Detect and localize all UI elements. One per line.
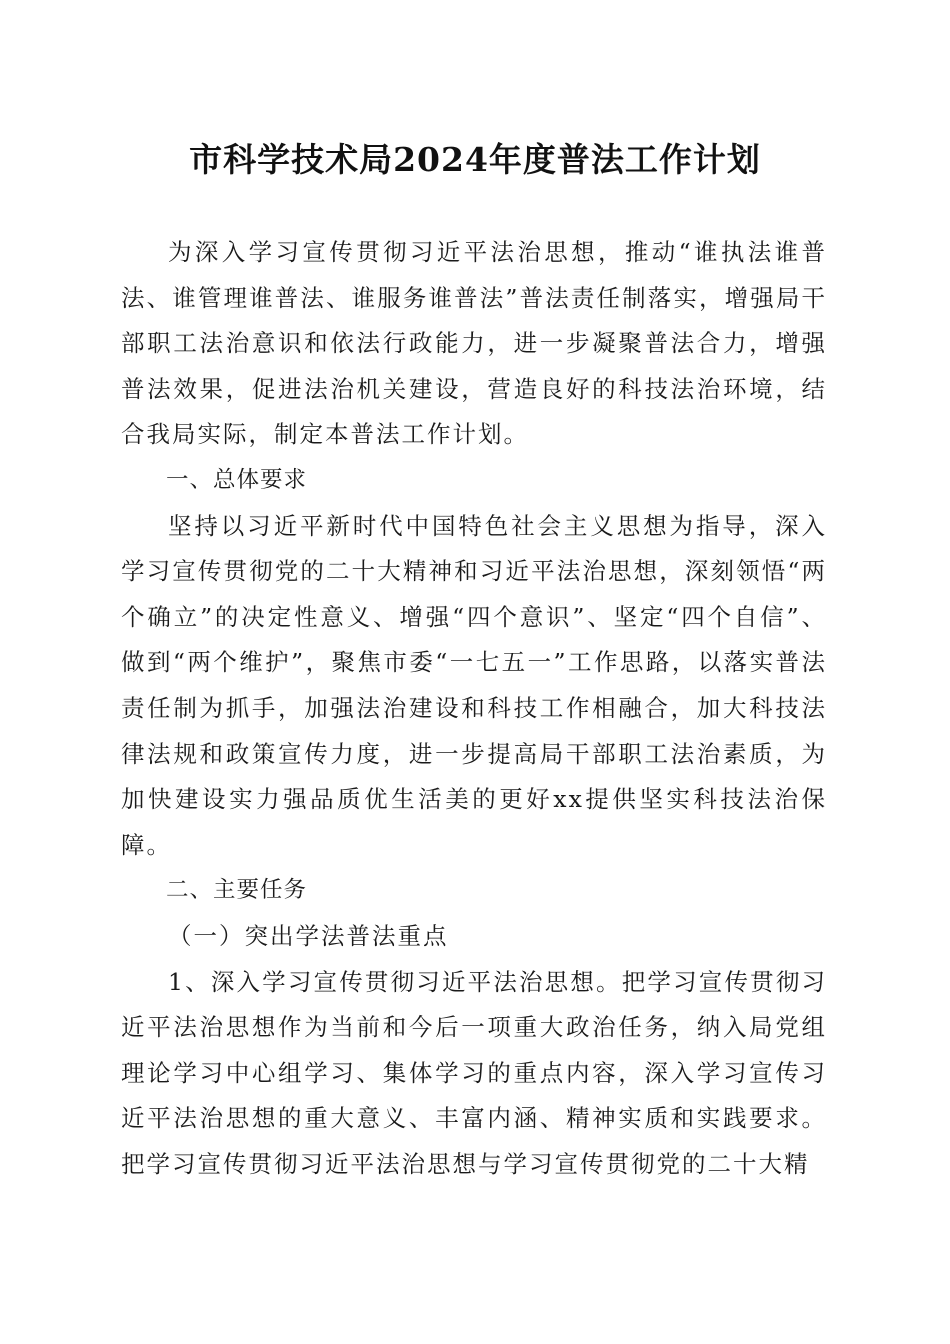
document-body	[121, 230, 827, 1187]
section-heading-general-requirements: 一、总体要求	[166, 466, 308, 493]
section-heading-main-tasks: 二、主要任务	[166, 877, 308, 904]
document-title: 市科学技术局2024年度普法工作计划	[189, 140, 761, 179]
intro-paragraph: 为深入学习宣传贯彻习近平法治思想，推动“谁执法谁普法、谁管理谁普法、谁服务谁普法”普法责任制落实，增强局干部职工法治意识和依法行政能力，进一步凝聚普法合力，增强普法效果，促进法治机关建设，营造良好的科技法治环境，结合我局实际，制定本普法工作计划。	[121, 238, 827, 449]
subsection-heading-focus: （一）突出学法普法重点	[168, 921, 449, 950]
general-requirements-paragraph: 坚持以习近平新时代中国特色社会主义思想为指导，深入学习宣传贯彻党的二十大精神和习近平法治思想，深刻领悟“两个确立”的决定性意义、增强“四个意识”、坚定“四个自信”、做到“两个维护”，聚焦市委“一七五一”工作思路，以落实普法责任制为抓手，加强法治建设和科技工作相融合，加大科技法律法规和政策宣传力度，进一步提高局干部职工法治素质，为加快建设实力强品质优生活美的更好xx提供坚实科技法治保障。	[121, 511, 827, 859]
item-1-paragraph: 1、深入学习宣传贯彻习近平法治思想。把学习宣传贯彻习近平法治思想作为当前和今后一项重大政治任务，纳入局党组理论学习中心组学习、集体学习的重点内容，深入学习宣传习近平法治思想的重大意义、丰富内涵、精神实质和实践要求。把学习宣传贯彻习近平法治思想与学习宣传贯彻党的二十大精	[121, 967, 827, 1178]
